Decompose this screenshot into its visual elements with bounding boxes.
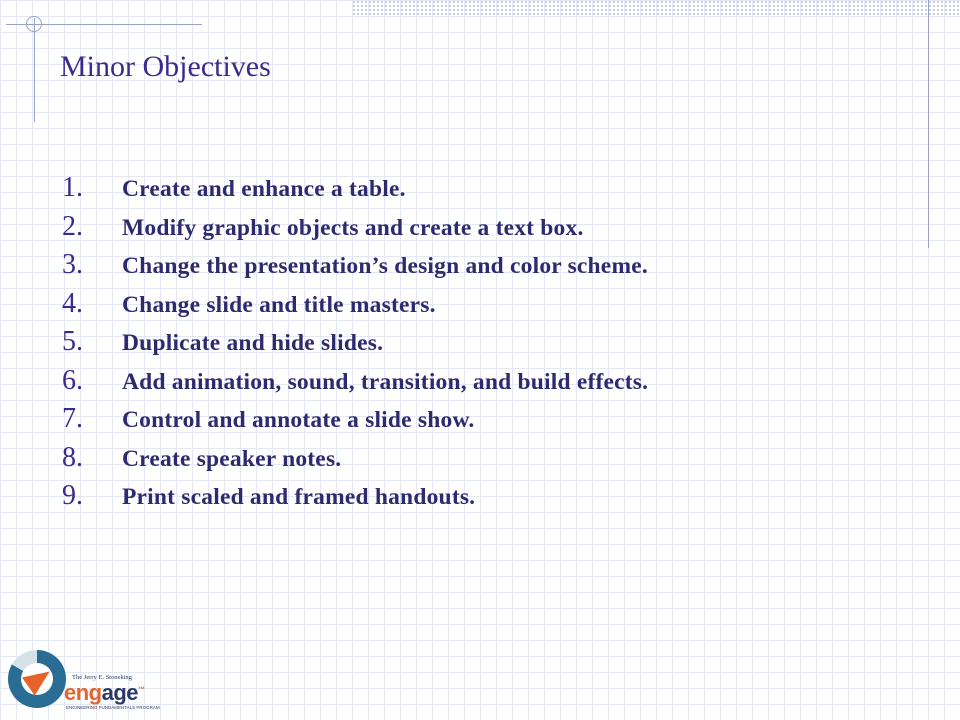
objective-item bbox=[62, 288, 648, 327]
objective-item bbox=[62, 326, 648, 365]
right-vertical-line bbox=[928, 0, 929, 248]
objective-text: Add animation, sound, transition, and build effects. bbox=[122, 368, 649, 395]
objective-item bbox=[62, 403, 648, 442]
objective-text: Control and annotate a slide show. bbox=[122, 407, 475, 433]
logo-tagline: ENGINEERING FUNDAMENTALS PROGRAM bbox=[66, 705, 160, 710]
objectives-list bbox=[62, 172, 648, 519]
logo-line1: The Jerry E. Stoneking bbox=[72, 674, 132, 681]
logo-wordmark bbox=[64, 680, 145, 706]
objective-number: 6. bbox=[62, 364, 83, 396]
objective-number: 7. bbox=[62, 403, 83, 434]
objective-item bbox=[62, 211, 648, 250]
objective-number: 2. bbox=[62, 210, 83, 242]
objective-item bbox=[62, 480, 648, 519]
engage-logo bbox=[8, 648, 160, 712]
objective-text: Create and enhance a table. bbox=[122, 176, 406, 202]
objective-text: Change slide and title masters. bbox=[122, 291, 436, 318]
corner-vertical-line bbox=[34, 18, 35, 122]
objective-number: 3. bbox=[62, 249, 83, 280]
objective-text: Duplicate and hide slides. bbox=[122, 330, 384, 356]
objective-text: Print scaled and framed handouts. bbox=[122, 484, 476, 510]
objective-item bbox=[62, 442, 648, 481]
objective-text: Modify graphic objects and create a text box. bbox=[122, 214, 584, 241]
objective-item bbox=[62, 249, 648, 288]
objective-number: 9. bbox=[62, 480, 83, 511]
slide-title: Minor Objectives bbox=[60, 50, 271, 83]
objective-number: 8. bbox=[62, 441, 83, 473]
objective-number: 4. bbox=[62, 287, 83, 319]
objective-item bbox=[62, 172, 648, 211]
logo-wordmark-part1: eng bbox=[64, 680, 102, 705]
objective-text: Change the presentation’s design and color scheme. bbox=[122, 253, 648, 279]
objective-text: Create speaker notes. bbox=[122, 445, 342, 472]
logo-wordmark-part2: age bbox=[101, 680, 139, 705]
logo-trademark: ™ bbox=[138, 686, 145, 694]
objective-number: 1. bbox=[62, 172, 83, 203]
corner-circle-decoration bbox=[26, 16, 42, 32]
objective-number: 5. bbox=[62, 326, 83, 357]
objective-item bbox=[62, 365, 648, 404]
dotted-band-decoration bbox=[352, 0, 960, 16]
